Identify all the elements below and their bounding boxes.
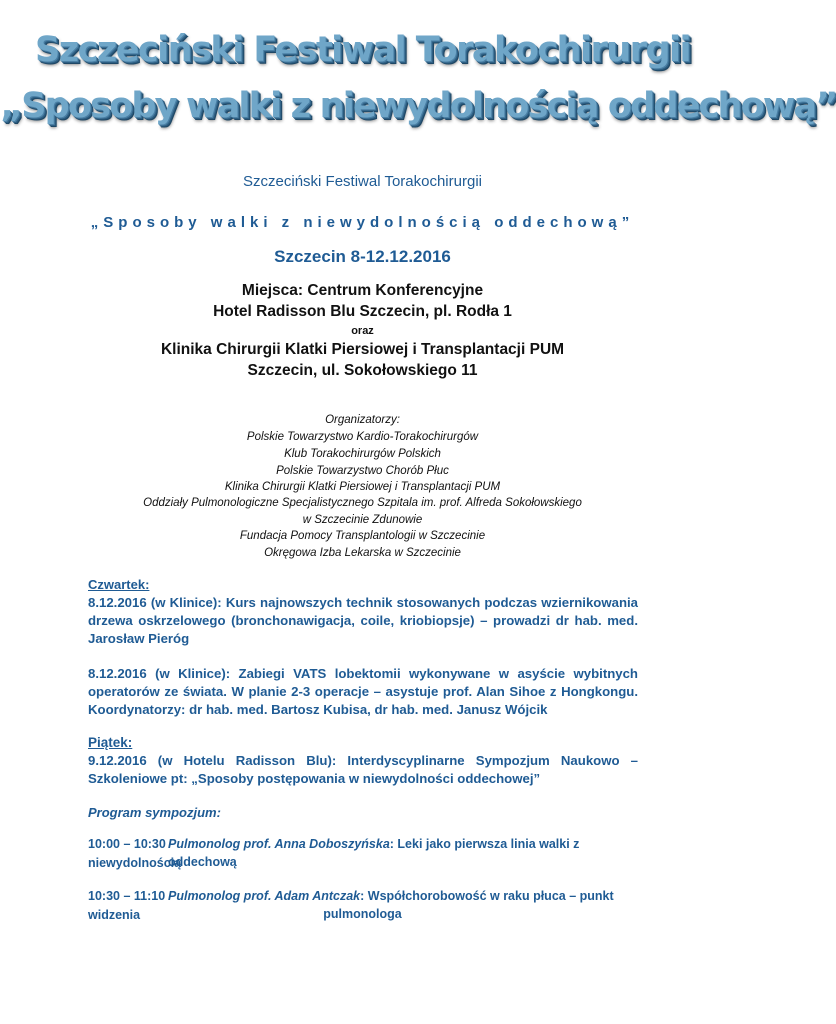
organizer-item: Oddziały Pulmonologiczne Specjalistycznego Szpitala im. prof. Alfreda Sokołowskiego bbox=[143, 497, 582, 509]
organizer-item: Fundacja Pomocy Transplantologii w Szczecinie bbox=[239, 530, 486, 542]
organizer-item: w Szczecinie Zdunowie bbox=[302, 514, 423, 526]
festival-subtitle: „Sposoby walki z niewydolnością oddechową” bbox=[90, 214, 635, 231]
thursday-event-1: 8.12.2016 (w Klinice): Kurs najnowszych technik stosowanych podczas wziernikowania drzewa oskrzelowego (bronchonawigacja, coile, kriobiopsje) – prowadzi dr hab. med. Jarosław Pieróg bbox=[88, 595, 638, 646]
program-item-speaker: Pulmonolog prof. Adam Antczak bbox=[168, 889, 361, 903]
program-item-time: 10:30 – 11:10 bbox=[88, 889, 166, 903]
program-item-topic-cont: oddechową bbox=[168, 855, 237, 869]
venue-conjunction: oraz bbox=[351, 325, 374, 337]
organizer-item: Okręgowa Izba Lekarska w Szczecinie bbox=[264, 547, 461, 559]
venue-line-3: Klinika Chirurgii Klatki Piersiowej i Transplantacji PUM bbox=[160, 341, 565, 358]
program-item-topic-cont: pulmonologa bbox=[323, 907, 402, 921]
program-item-time: 10:00 – 10:30 bbox=[88, 837, 166, 851]
program-item-topic: : Leki jako pierwsza linia walki z niewydolnością bbox=[88, 837, 580, 870]
banner-title-line2: „Sposoby walki z niewydolnością oddechową” bbox=[0, 86, 836, 126]
banner-title-line1: Szczeciński Festiwal Torakochirurgii bbox=[35, 30, 690, 70]
thursday-event-2: 8.12.2016 (w Klinice): Zabiegi VATS lobektomii wykonywane w asyście wybitnych operatorów ze świata. W planie 2-3 operacje – asystuje prof. Alan Sihoe z Hongkongu. Koordynatorzy: dr hab. med. Bartosz Kubisa, dr hab. med. Janusz Wójcik bbox=[88, 666, 638, 717]
organizer-item: Klub Torakochirurgów Polskich bbox=[284, 448, 441, 460]
program-title: Program sympozjum: bbox=[88, 805, 221, 820]
program-item-topic: : Współchorobowość w raku płuca – punkt widzenia bbox=[88, 889, 614, 922]
friday-event-1: 9.12.2016 (w Hotelu Radisson Blu): Interdyscyplinarne Sympozjum Naukowo – Szkoleniowe pt: „Sposoby postępowania w niewydolności oddechowej” bbox=[88, 753, 638, 786]
organizer-item: Polskie Towarzystwo Kardio-Torakochirurgów bbox=[246, 431, 479, 443]
program-item-speaker: Pulmonolog prof. Anna Doboszyńska bbox=[168, 837, 390, 851]
organizer-item: Polskie Towarzystwo Chorób Płuc bbox=[276, 465, 449, 477]
festival-title: Szczeciński Festiwal Torakochirurgii bbox=[243, 173, 482, 190]
venue-line-1: Miejsca: Centrum Konferencyjne bbox=[241, 282, 484, 299]
festival-date: Szczecin 8-12.12.2016 bbox=[274, 247, 451, 266]
friday-label: Piątek: bbox=[88, 735, 133, 750]
venue-line-4: Szczecin, ul. Sokołowskiego 11 bbox=[247, 362, 478, 379]
thursday-label: Czwartek: bbox=[88, 577, 150, 592]
organizer-item: Klinika Chirurgii Klatki Piersiowej i Transplantacji PUM bbox=[224, 481, 501, 493]
organizers-label: Organizatorzy: bbox=[325, 414, 400, 426]
venue-line-2: Hotel Radisson Blu Szczecin, pl. Rodła 1 bbox=[213, 303, 512, 320]
